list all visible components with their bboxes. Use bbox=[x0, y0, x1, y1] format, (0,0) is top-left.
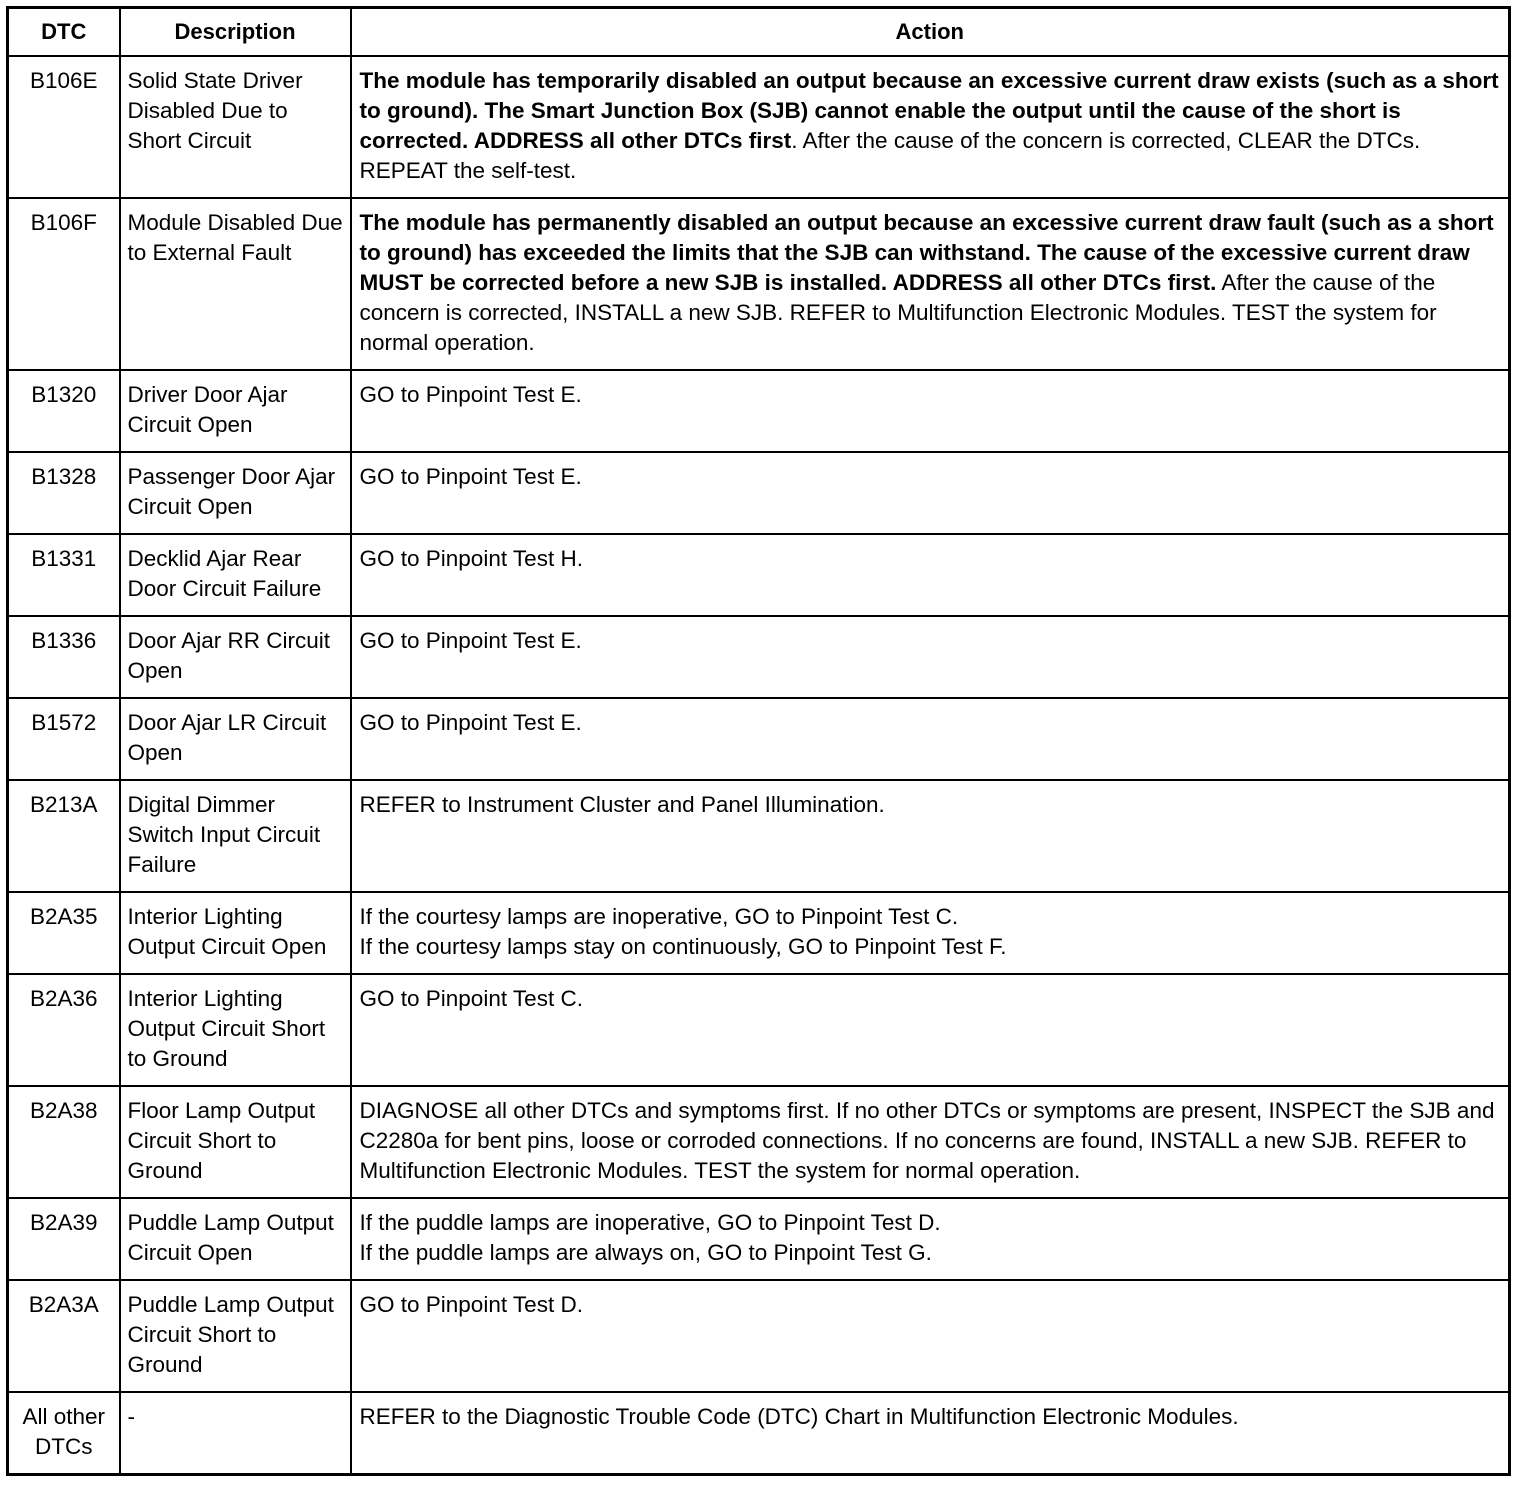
dtc-action bbox=[351, 198, 1510, 370]
table-body bbox=[8, 56, 1510, 1475]
action-bold-text: The module has permanently disabled an output because an excessive current draw fault (such as a short to ground) has exceeded the limits that the SJB can withstand. The cause of the excessive current draw MUST be corrected before a new SJB is installed. ADDRESS all other DTCs first. bbox=[359, 210, 1494, 295]
dtc-description: Door Ajar RR Circuit Open bbox=[120, 616, 351, 698]
dtc-action bbox=[351, 1198, 1510, 1280]
action-line: If the puddle lamps are always on, GO to Pinpoint Test G. bbox=[359, 1240, 932, 1265]
dtc-code: B1328 bbox=[8, 452, 120, 534]
dtc-description: Digital Dimmer Switch Input Circuit Failure bbox=[120, 780, 351, 892]
dtc-description: Driver Door Ajar Circuit Open bbox=[120, 370, 351, 452]
dtc-table bbox=[6, 6, 1511, 1476]
header-description: Description bbox=[120, 8, 351, 57]
table-row bbox=[8, 198, 1510, 370]
table-row bbox=[8, 616, 1510, 698]
header-row bbox=[8, 8, 1510, 57]
dtc-code: B213A bbox=[8, 780, 120, 892]
table-row bbox=[8, 1392, 1510, 1475]
dtc-action: GO to Pinpoint Test C. bbox=[351, 974, 1510, 1086]
dtc-action: GO to Pinpoint Test E. bbox=[351, 370, 1510, 452]
table-row bbox=[8, 370, 1510, 452]
dtc-code: B106F bbox=[8, 198, 120, 370]
dtc-code: B2A36 bbox=[8, 974, 120, 1086]
dtc-description: Floor Lamp Output Circuit Short to Ground bbox=[120, 1086, 351, 1198]
dtc-code: B2A35 bbox=[8, 892, 120, 974]
action-text: . After the cause of the concern is corrected, CLEAR the DTCs. REPEAT the self-test. bbox=[359, 128, 1421, 183]
dtc-description: Interior Lighting Output Circuit Open bbox=[120, 892, 351, 974]
dtc-action: GO to Pinpoint Test E. bbox=[351, 698, 1510, 780]
dtc-code: B2A3A bbox=[8, 1280, 120, 1392]
table-row bbox=[8, 892, 1510, 974]
dtc-code: B106E bbox=[8, 56, 120, 198]
dtc-action: REFER to Instrument Cluster and Panel Illumination. bbox=[351, 780, 1510, 892]
dtc-description: Interior Lighting Output Circuit Short to Ground bbox=[120, 974, 351, 1086]
dtc-description: Decklid Ajar Rear Door Circuit Failure bbox=[120, 534, 351, 616]
table-row bbox=[8, 1198, 1510, 1280]
dtc-action bbox=[351, 892, 1510, 974]
dtc-action: GO to Pinpoint Test D. bbox=[351, 1280, 1510, 1392]
dtc-description: Puddle Lamp Output Circuit Open bbox=[120, 1198, 351, 1280]
dtc-code: B2A39 bbox=[8, 1198, 120, 1280]
table-row bbox=[8, 56, 1510, 198]
action-bold-text: The module has temporarily disabled an output because an excessive current draw exists (such as a short to ground). The Smart Junction Box (SJB) cannot enable the output until the cause of the short is corrected. ADDRESS all other DTCs first bbox=[359, 68, 1499, 153]
action-line: If the courtesy lamps stay on continuously, GO to Pinpoint Test F. bbox=[359, 934, 1007, 959]
dtc-description: Passenger Door Ajar Circuit Open bbox=[120, 452, 351, 534]
dtc-action: REFER to the Diagnostic Trouble Code (DTC) Chart in Multifunction Electronic Modules. bbox=[351, 1392, 1510, 1475]
table-header bbox=[8, 8, 1510, 57]
dtc-action: DIAGNOSE all other DTCs and symptoms first. If no other DTCs or symptoms are present, INSPECT the SJB and C2280a for bent pins, loose or corroded connections. If no concerns are found, INSTALL a new SJB. REFER to Multifunction Electronic Modules. TEST the system for normal operation. bbox=[351, 1086, 1510, 1198]
action-text: After the cause of the concern is corrected, INSTALL a new SJB. REFER to Multifunction Electronic Modules. TEST the system for normal operation. bbox=[359, 270, 1437, 355]
dtc-code: B1331 bbox=[8, 534, 120, 616]
dtc-action: GO to Pinpoint Test E. bbox=[351, 452, 1510, 534]
dtc-code: B1336 bbox=[8, 616, 120, 698]
header-action: Action bbox=[351, 8, 1510, 57]
dtc-code: B1320 bbox=[8, 370, 120, 452]
action-line: If the puddle lamps are inoperative, GO to Pinpoint Test D. bbox=[359, 1210, 941, 1235]
header-dtc: DTC bbox=[8, 8, 120, 57]
table-row bbox=[8, 452, 1510, 534]
action-line: If the courtesy lamps are inoperative, GO to Pinpoint Test C. bbox=[359, 904, 959, 929]
dtc-description: - bbox=[120, 1392, 351, 1475]
table-row bbox=[8, 780, 1510, 892]
dtc-description: Solid State Driver Disabled Due to Short Circuit bbox=[120, 56, 351, 198]
table-row bbox=[8, 534, 1510, 616]
dtc-code: All other DTCs bbox=[8, 1392, 120, 1475]
dtc-description: Door Ajar LR Circuit Open bbox=[120, 698, 351, 780]
dtc-description: Puddle Lamp Output Circuit Short to Ground bbox=[120, 1280, 351, 1392]
dtc-action: GO to Pinpoint Test E. bbox=[351, 616, 1510, 698]
table-row bbox=[8, 698, 1510, 780]
table-row bbox=[8, 974, 1510, 1086]
table-row bbox=[8, 1280, 1510, 1392]
dtc-code: B2A38 bbox=[8, 1086, 120, 1198]
table-row bbox=[8, 1086, 1510, 1198]
dtc-action bbox=[351, 56, 1510, 198]
dtc-code: B1572 bbox=[8, 698, 120, 780]
dtc-description: Module Disabled Due to External Fault bbox=[120, 198, 351, 370]
dtc-action: GO to Pinpoint Test H. bbox=[351, 534, 1510, 616]
